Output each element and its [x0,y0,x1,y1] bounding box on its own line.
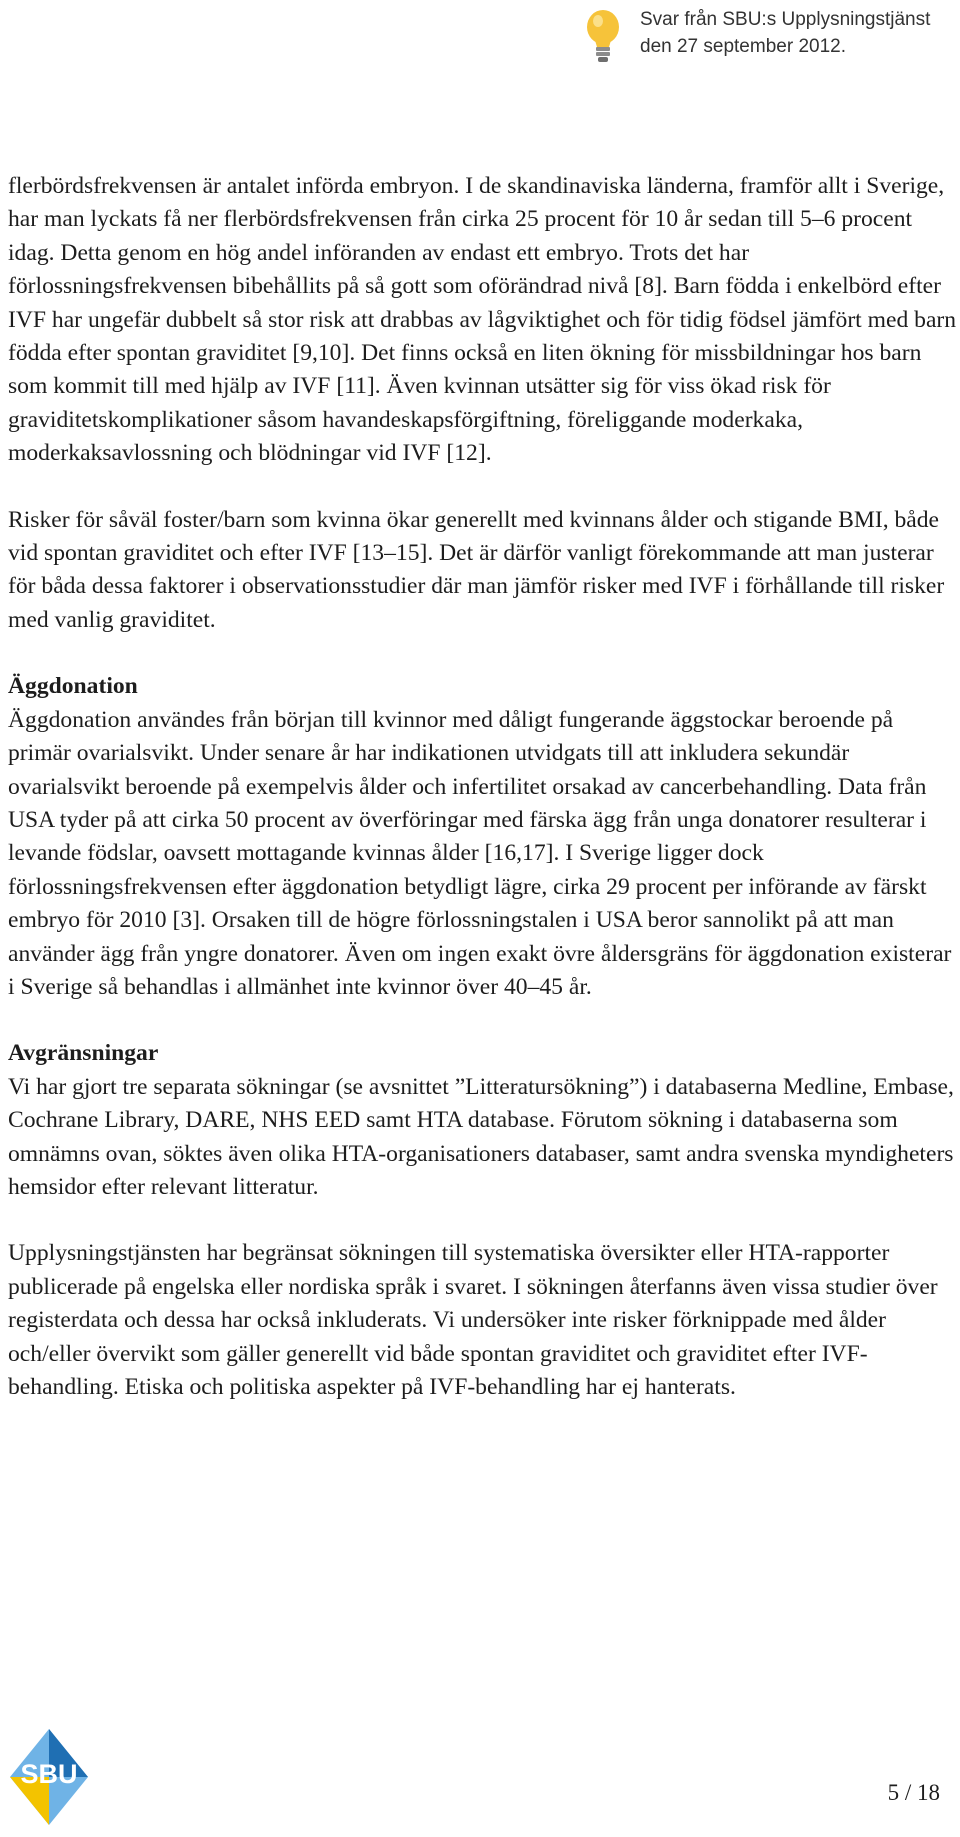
heading-egg-donation: Äggdonation [8,673,138,700]
page-header [542,0,942,70]
lightbulb-icon [580,7,626,67]
section-egg-donation [8,670,958,1004]
document-body [8,170,958,1437]
paragraph-risks: Risker för såväl foster/barn som kvinna ökar generellt med kvinnans ålder och stigande BMI, både vid spontan graviditet och efter IVF [13–15]. Det är därför vanligt förekommande att man justerar för båda dessa faktorer i observationsstudier där man jämför risker med IVF i förhållande till risker med vanlig graviditet. [8,506,945,633]
heading-limitations: Avgränsningar [8,1040,159,1067]
paragraph-limitations-1: Vi har gjort tre separata sökningar (se avsnittet ”Litteratursökning”) i databaserna Medline, Embase, Cochrane Library, DARE, NHS EED samt HTA database. Förutom sökning i databaserna som omnämns ovan, söktes även olika HTA-organisationers databaser, samt andra svenska myndigheters hemsidor efter relevant litteratur. [8,1073,954,1200]
paragraph-limitations-2: Upplysningstjänsten har begränsat sökningen till systematiska översikter eller HTA-rapporter publicerade på engelska eller nordiska språk i svaret. I sökningen återfanns även vissa studier över registerdata och dessa har också inkluderats. Vi undersöker inte risker förknippade med ålder och/eller övervikt som gäller generellt vid både spontan graviditet och graviditet efter IVF-behandling. Etiska och politiska aspekter på IVF-behandling har ej hanterats. [8,1240,938,1400]
svg-text:SBU: SBU [20,1759,78,1789]
paragraph-egg-donation: Äggdonation användes från början till kvinnor med dåligt fungerande äggstockar beroende på primär ovarialsvikt. Under senare år har indikationen utvidgats till att inkludera sekundär ovarialsvikt beroende på exempelvis ålder och infertilitet orsakad av cancerbehandling. Data från USA tyder på att cirka 50 procent av överföringar med färska ägg från unga donatorer resulterar i levande födslar, oavsett mottagande kvinnas ålder [16,17]. I Sverige ligger dock förlossningsfrekvensen efter äggdonation betydligt lägre, cirka 29 procent per införande av färskt embryo för 2010 [3]. Orsaken till de högre förlossningstalen i USA beror sannolikt på att man använder ägg från yngre donatorer. Även om ingen exakt övre åldersgräns för äggdonation existerar i Sverige så behandlas i allmänhet inte kvinnor över 40–45 år. [8,706,952,1000]
header-line-2: den 27 september 2012. [640,36,846,57]
section-limitations [8,1037,958,1404]
page-number: 5 / 18 [887,1780,940,1805]
paragraph-multiple-births: flerbördsfrekvensen är antalet införda embryon. I de skandinaviska länderna, framför allt i Sverige, har man lyckats få ner flerbördsfrekvensen från cirka 25 procent för 10 år sedan till 5–6 procent idag. Detta genom en hög andel införanden av endast ett embryo. Trots det har förlossningsfrekvensen bibehållits på så gott som oförändrad nivå [8]. Barn födda i enkelbörd efter IVF har ungefär dubbelt så stor risk att drabbas av lågviktighet och för tidig födsel jämfört med barn födda efter spontan graviditet [9,10]. Det finns också en liten ökning för missbildningar hos barn som kommit till med hjälp av IVF [11]. Även kvinnan utsätter sig för viss ökad risk för graviditetskomplikationer såsom havandeskapsförgiftning, föreliggande moderkaka, moderkaksavlossning och blödningar vid IVF [12]. [8,173,957,467]
header-text [640,6,930,60]
sbu-logo [6,1725,92,1833]
header-line-1: Svar från SBU:s Upplysningstjänst [640,9,931,30]
